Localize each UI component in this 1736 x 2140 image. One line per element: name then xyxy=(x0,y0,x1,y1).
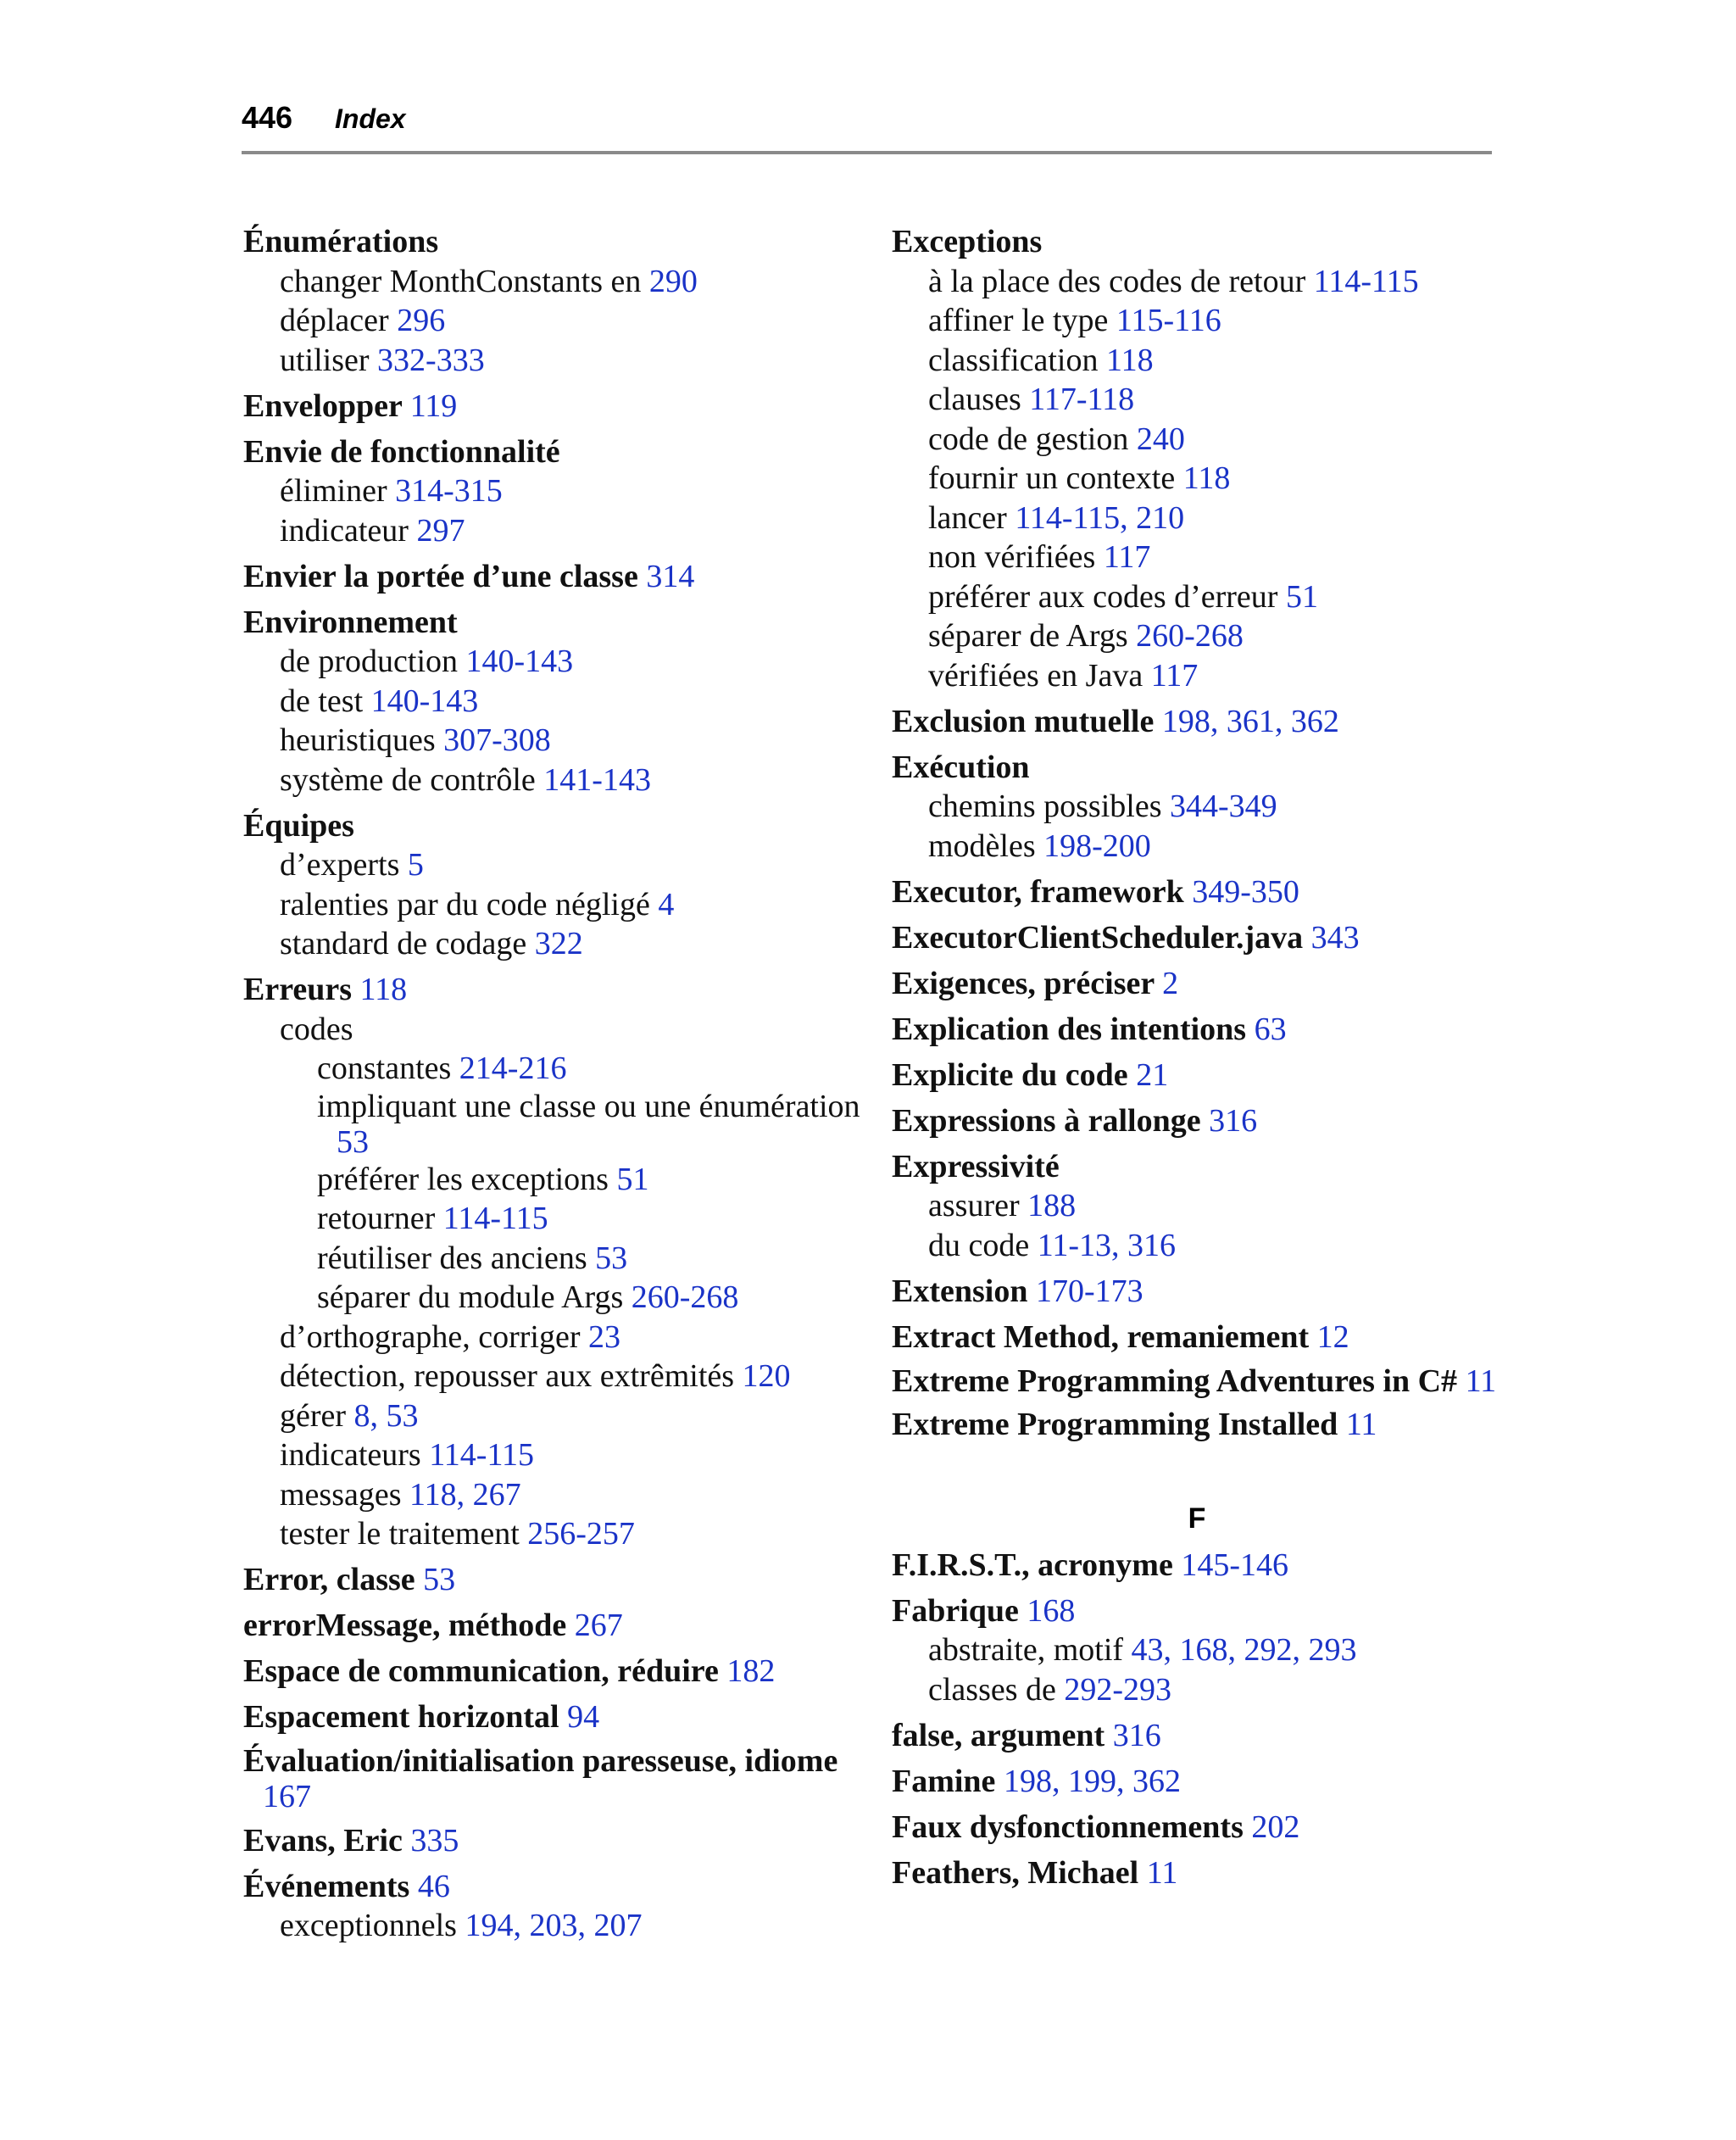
index-term: Famine xyxy=(892,1763,996,1799)
index-entry xyxy=(892,1147,1502,1187)
index-subentry xyxy=(892,577,1502,617)
index-subentry xyxy=(243,642,862,682)
index-term: vérifiées en Java xyxy=(928,657,1143,694)
page-reference-link[interactable]: 290 xyxy=(648,263,698,299)
index-term: préférer les exceptions xyxy=(317,1161,609,1197)
index-term: Explication des intentions xyxy=(892,1011,1247,1047)
page-reference-link[interactable]: 198, 361, 362 xyxy=(1161,703,1339,739)
page-reference-link[interactable]: 167 xyxy=(263,1779,311,1814)
page-reference-link[interactable]: 344-349 xyxy=(1169,789,1277,824)
index-term: Exigences, préciser xyxy=(892,965,1155,1001)
page-reference-link[interactable]: 335 xyxy=(410,1822,459,1859)
index-entry xyxy=(243,970,862,1010)
page-number: 446 xyxy=(242,100,293,135)
index-term: Extreme Programming Installed xyxy=(892,1407,1338,1442)
page-reference-link[interactable]: 114-115 xyxy=(1313,263,1419,299)
index-term: séparer de Args xyxy=(928,618,1128,654)
index-entry xyxy=(243,1821,862,1861)
page-reference-link[interactable]: 267 xyxy=(574,1608,623,1643)
page-reference-link[interactable]: 240 xyxy=(1136,421,1185,457)
index-term: impliquant une classe ou une énumération xyxy=(317,1088,860,1124)
page-reference-link[interactable]: 322 xyxy=(534,926,583,961)
index-subentry xyxy=(892,301,1502,341)
index-term: réutiliser des anciens xyxy=(317,1240,587,1276)
index-subentry xyxy=(243,1049,862,1089)
page-reference-link[interactable]: 314 xyxy=(646,558,695,594)
page-reference-link[interactable]: 168 xyxy=(1027,1592,1076,1629)
page-reference-link[interactable]: 115-116 xyxy=(1116,303,1221,338)
page-reference-link[interactable]: 140-143 xyxy=(465,644,574,679)
page-reference-link[interactable]: 114-115, 210 xyxy=(1015,499,1185,536)
page-reference-link[interactable]: 296 xyxy=(397,303,446,338)
index-column-left xyxy=(243,222,862,1946)
index-term: ralenties par du code négligé xyxy=(280,886,650,922)
index-term: Erreurs xyxy=(243,972,353,1007)
index-subentry xyxy=(243,1239,862,1279)
index-subentry xyxy=(892,499,1502,538)
index-subentry xyxy=(243,262,862,302)
index-subentry xyxy=(892,262,1502,302)
index-subentry xyxy=(243,761,862,800)
index-entry xyxy=(892,222,1502,262)
page-reference-link[interactable]: 43, 168, 292, 293 xyxy=(1131,1632,1357,1668)
index-term: Extension xyxy=(892,1273,1028,1309)
index-entry xyxy=(892,1591,1502,1631)
index-term: heuristiques xyxy=(280,722,436,758)
index-subentry xyxy=(892,459,1502,499)
index-entry xyxy=(243,222,862,262)
index-subentry xyxy=(243,1089,862,1160)
index-term: Envelopper xyxy=(243,387,403,424)
index-entry xyxy=(892,964,1502,1004)
index-term: indicateur xyxy=(280,512,409,549)
index-entry xyxy=(892,702,1502,742)
index-subentry xyxy=(243,1278,862,1318)
page-reference-link[interactable]: 297 xyxy=(416,512,465,549)
index-term: tester le traitement xyxy=(280,1516,520,1552)
index-term: Faux dysfonctionnements xyxy=(892,1808,1244,1845)
page-reference-link[interactable]: 198-200 xyxy=(1043,828,1151,864)
index-term: préférer aux codes d’erreur xyxy=(928,578,1278,615)
index-subentry xyxy=(243,885,862,925)
page-reference-link[interactable]: 120 xyxy=(742,1358,791,1394)
index-subentry xyxy=(892,341,1502,381)
index-term: d’experts xyxy=(280,847,400,883)
page-reference-link[interactable]: 332-333 xyxy=(377,342,485,378)
index-entry xyxy=(892,1808,1502,1847)
index-term: Feathers, Michael xyxy=(892,1854,1139,1891)
index-term: d’orthographe, corriger xyxy=(280,1318,581,1355)
index-term: Exceptions xyxy=(892,224,1043,259)
index-term: non vérifiées xyxy=(928,539,1096,575)
index-column-right xyxy=(892,222,1502,1892)
page-reference-link[interactable]: 118 xyxy=(1182,460,1231,496)
index-entry xyxy=(892,1405,1502,1445)
index-subentry xyxy=(892,1186,1502,1226)
page-reference-link[interactable]: 260-268 xyxy=(1136,618,1244,654)
index-term: Evans, Eric xyxy=(243,1822,403,1859)
index-entry xyxy=(892,872,1502,912)
page-reference-link[interactable]: 2 xyxy=(1162,965,1179,1001)
index-term: Espace de communication, réduire xyxy=(243,1653,719,1689)
page-reference-link[interactable]: 11 xyxy=(1345,1407,1377,1442)
index-subentry xyxy=(243,301,862,341)
page-reference-link[interactable]: 119 xyxy=(409,387,458,424)
index-entry xyxy=(892,1272,1502,1312)
index-entry xyxy=(243,1867,862,1907)
index-entry xyxy=(892,1101,1502,1141)
page-reference-link[interactable]: 117-118 xyxy=(1029,382,1135,417)
index-term: gérer xyxy=(280,1397,347,1434)
index-term: classification xyxy=(928,342,1099,378)
index-term: éliminer xyxy=(280,473,387,509)
index-term: système de contrôle xyxy=(280,761,536,798)
page-reference-link[interactable]: 11 xyxy=(1146,1854,1178,1891)
index-term: Environnement xyxy=(243,604,458,640)
index-subentry xyxy=(892,616,1502,656)
index-term: Énumérations xyxy=(243,224,439,259)
index-subentry xyxy=(243,682,862,722)
index-term: affiner le type xyxy=(928,303,1109,338)
index-term: false, argument xyxy=(892,1717,1105,1753)
page-header xyxy=(242,100,1492,154)
index-entry xyxy=(243,603,862,643)
page-reference-link[interactable]: 117 xyxy=(1103,539,1151,575)
index-subentry xyxy=(243,845,862,885)
index-term: de production xyxy=(280,644,459,679)
index-subentry xyxy=(892,656,1502,696)
page-reference-link[interactable]: 11 xyxy=(1465,1363,1497,1399)
index-term: ExecutorClientScheduler.java xyxy=(892,919,1304,956)
index-term: Envier la portée d’une classe xyxy=(243,558,638,594)
index-term: Évaluation/initialisation paresseuse, idiome xyxy=(243,1743,838,1779)
index-term: Envie de fonctionnalité xyxy=(243,433,560,470)
page-reference-link[interactable]: 260-268 xyxy=(631,1279,739,1315)
index-subentry xyxy=(243,1435,862,1475)
index-entry xyxy=(892,918,1502,958)
index-subentry xyxy=(892,787,1502,827)
index-entry xyxy=(243,557,862,597)
index-entry xyxy=(892,1318,1502,1357)
index-term: Événements xyxy=(243,1868,410,1904)
index-term: errorMessage, méthode xyxy=(243,1608,567,1643)
page-reference-link[interactable]: 314-315 xyxy=(395,473,503,509)
index-term: retourner xyxy=(317,1201,436,1236)
index-subentry xyxy=(243,924,862,964)
index-term: de test xyxy=(280,683,364,719)
page-reference-link[interactable]: 182 xyxy=(726,1653,776,1689)
index-subentry xyxy=(243,1160,862,1200)
index-entry xyxy=(243,387,862,426)
index-subentry xyxy=(892,1226,1502,1266)
index-term: exceptionnels xyxy=(280,1908,457,1943)
index-entry xyxy=(243,1606,862,1646)
index-term: Extract Method, remaniement xyxy=(892,1318,1310,1355)
index-subentry xyxy=(892,380,1502,420)
index-term: changer MonthConstants en xyxy=(280,263,642,299)
page-reference-link[interactable]: 8, 53 xyxy=(353,1397,419,1434)
index-subentry xyxy=(892,1630,1502,1670)
index-term: abstraite, motif xyxy=(928,1632,1124,1668)
index-subentry xyxy=(243,471,862,511)
index-entry xyxy=(892,1056,1502,1095)
page-reference-link[interactable]: 307-308 xyxy=(443,722,551,758)
index-term: Espacement horizontal xyxy=(243,1699,559,1735)
index-term: Fabrique xyxy=(892,1592,1019,1629)
letter-heading: F xyxy=(1188,1502,1206,1535)
page-reference-link[interactable]: 349-350 xyxy=(1192,873,1299,910)
index-subentry xyxy=(892,538,1502,577)
index-term: assurer xyxy=(928,1188,1020,1223)
index-subentry xyxy=(243,1514,862,1554)
index-entry xyxy=(892,1853,1502,1893)
index-subentry xyxy=(243,1396,862,1436)
page-reference-link[interactable]: 51 xyxy=(616,1161,649,1197)
index-term: constantes xyxy=(317,1050,452,1086)
index-subentry xyxy=(243,1906,862,1946)
index-entry xyxy=(892,1010,1502,1050)
page-reference-link[interactable]: 316 xyxy=(1112,1717,1161,1753)
index-subentry xyxy=(243,511,862,551)
page-reference-link[interactable]: 21 xyxy=(1136,1056,1169,1093)
page-reference-link[interactable]: 214-216 xyxy=(459,1050,567,1086)
page-reference-link[interactable]: 5 xyxy=(407,847,424,883)
page-reference-link[interactable]: 46 xyxy=(417,1868,450,1904)
index-entry xyxy=(892,1546,1502,1585)
index-term: utiliser xyxy=(280,342,370,378)
page-reference-link[interactable]: 343 xyxy=(1310,919,1360,956)
index-subentry xyxy=(892,827,1502,867)
index-term: à la place des codes de retour xyxy=(928,263,1306,299)
page-reference-link[interactable]: 11-13, 316 xyxy=(1037,1227,1176,1263)
page-reference-link[interactable]: 12 xyxy=(1316,1318,1349,1355)
page-reference-link[interactable]: 114-115 xyxy=(442,1201,548,1236)
index-subentry xyxy=(243,1010,862,1050)
index-term: chemins possibles xyxy=(928,789,1162,824)
index-term: classes de xyxy=(928,1671,1056,1708)
page-reference-link[interactable]: 63 xyxy=(1254,1011,1287,1047)
index-subentry xyxy=(243,1357,862,1396)
page-reference-link[interactable]: 53 xyxy=(595,1240,628,1276)
page-reference-link[interactable]: 53 xyxy=(337,1123,369,1160)
index-term: Explicite du code xyxy=(892,1056,1128,1093)
index-term: séparer du module Args xyxy=(317,1279,624,1315)
index-subentry xyxy=(243,1475,862,1515)
index-entry xyxy=(243,806,862,846)
index-term: indicateurs xyxy=(280,1437,421,1473)
index-entry xyxy=(243,1560,862,1600)
index-term: déplacer xyxy=(280,303,389,338)
page-reference-link[interactable]: 198, 199, 362 xyxy=(1003,1763,1181,1799)
page-reference-link[interactable]: 140-143 xyxy=(370,683,479,719)
page-reference-link[interactable]: 292-293 xyxy=(1064,1671,1172,1708)
page-reference-link[interactable]: 114-115 xyxy=(429,1437,535,1473)
index-term: standard de codage xyxy=(280,926,527,961)
page-reference-link[interactable]: 53 xyxy=(423,1562,456,1597)
page-reference-link[interactable]: 202 xyxy=(1251,1808,1300,1845)
index-subentry xyxy=(243,1199,862,1239)
page-reference-link[interactable]: 170-173 xyxy=(1035,1273,1143,1309)
page-reference-link[interactable]: 194, 203, 207 xyxy=(465,1908,643,1943)
index-subentry xyxy=(243,341,862,381)
page-reference-link[interactable]: 256-257 xyxy=(527,1516,635,1552)
index-term: détection, repousser aux extrêmités xyxy=(280,1358,735,1394)
index-term: Executor, framework xyxy=(892,873,1184,910)
page-reference-link[interactable]: 145-146 xyxy=(1181,1546,1288,1583)
index-term: codes xyxy=(280,1011,353,1047)
index-term: F.I.R.S.T., acronyme xyxy=(892,1546,1173,1583)
page-reference-link[interactable]: 118 xyxy=(359,972,408,1007)
index-term: code de gestion xyxy=(928,421,1129,457)
page-reference-link[interactable]: 4 xyxy=(658,886,675,922)
page-reference-link[interactable]: 51 xyxy=(1285,578,1318,615)
index-term: Error, classe xyxy=(243,1562,415,1597)
index-section-f xyxy=(892,1546,1502,1893)
index-term: lancer xyxy=(928,499,1007,536)
page-reference-link[interactable]: 118, 267 xyxy=(409,1476,521,1513)
page-reference-link[interactable]: 118 xyxy=(1105,342,1154,378)
index-term: Exclusion mutuelle xyxy=(892,703,1155,739)
index-entry xyxy=(892,1762,1502,1802)
index-term: Équipes xyxy=(243,807,354,844)
index-term: messages xyxy=(280,1476,402,1513)
index-term: fournir un contexte xyxy=(928,460,1176,496)
index-term: du code xyxy=(928,1227,1030,1263)
index-entry xyxy=(892,1716,1502,1756)
index-subentry xyxy=(243,721,862,761)
index-entry xyxy=(243,1743,862,1814)
index-term: modèles xyxy=(928,828,1036,864)
index-entry xyxy=(243,432,862,472)
index-term: Expressions à rallonge xyxy=(892,1102,1201,1139)
index-subentry xyxy=(243,1318,862,1357)
index-section-e xyxy=(892,222,1502,1445)
page-reference-link[interactable]: 117 xyxy=(1150,657,1199,694)
page-reference-link[interactable]: 94 xyxy=(567,1699,600,1735)
index-term: Expressivité xyxy=(892,1148,1060,1184)
page-reference-link[interactable]: 316 xyxy=(1209,1102,1258,1139)
index-entry xyxy=(892,1363,1502,1399)
index-entry xyxy=(243,1697,862,1737)
index-entry xyxy=(243,1652,862,1691)
page-reference-link[interactable]: 141-143 xyxy=(543,761,651,798)
index-term: Extreme Programming Adventures in C# xyxy=(892,1363,1458,1399)
index-subentry xyxy=(892,1670,1502,1710)
page-reference-link[interactable]: 23 xyxy=(588,1318,621,1355)
index-term: Exécution xyxy=(892,749,1030,785)
index-subentry xyxy=(892,420,1502,460)
page-reference-link[interactable]: 188 xyxy=(1027,1188,1077,1223)
index-term: clauses xyxy=(928,382,1021,417)
index-entry xyxy=(892,748,1502,788)
running-title: Index xyxy=(335,103,406,134)
